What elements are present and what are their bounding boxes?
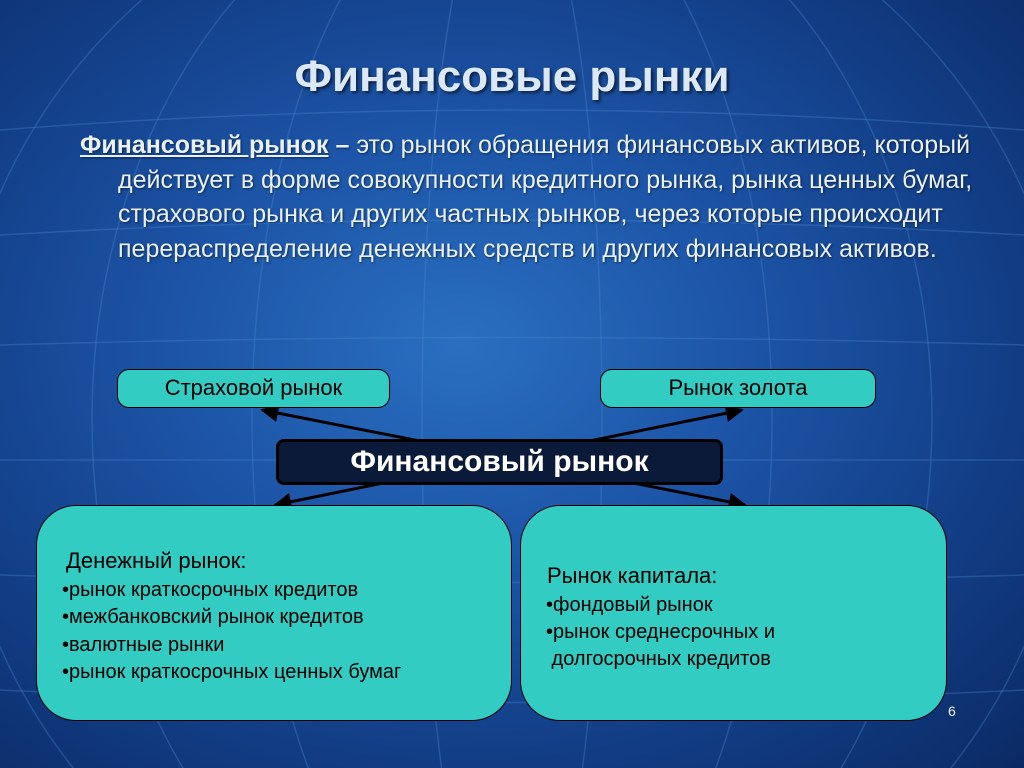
- list-item: •межбанковский рынок кредитов: [62, 606, 364, 628]
- list-item: •рынок краткосрочных ценных бумаг: [62, 661, 402, 683]
- definition-term: Финансовый рынок: [80, 131, 329, 159]
- list-item: долгосрочных кредитов: [546, 648, 771, 670]
- list-item: •рынок среднесрочных и: [546, 621, 775, 643]
- list-item: •валютные рынки: [62, 634, 225, 656]
- gold-market-box: Рынок золота: [600, 369, 876, 408]
- slide-title: Финансовые рынки: [294, 52, 730, 101]
- money-market-heading: Денежный рынок:: [66, 548, 247, 573]
- capital-market-heading: Рынок капитала:: [547, 563, 718, 588]
- capital-market-box: [520, 505, 947, 721]
- list-item: •рынок краткосрочных кредитов: [62, 579, 359, 601]
- financial-market-box: Финансовый рынок: [276, 439, 723, 485]
- insurance-market-box: Страховой рынок: [117, 369, 390, 408]
- list-item: •фондовый рынок: [546, 594, 713, 616]
- definition-dash: –: [328, 131, 350, 159]
- page-number: 6: [948, 703, 956, 719]
- definition-text: это рынок обращения финансовых активов, который действует в форме совокупности кредитного рынка, рынка ценных бумаг, страхового рынка и других частных рынков, через которые происходит перераспределение денежных средств и других финансовых активов.: [118, 131, 973, 263]
- money-market-box: [36, 505, 512, 721]
